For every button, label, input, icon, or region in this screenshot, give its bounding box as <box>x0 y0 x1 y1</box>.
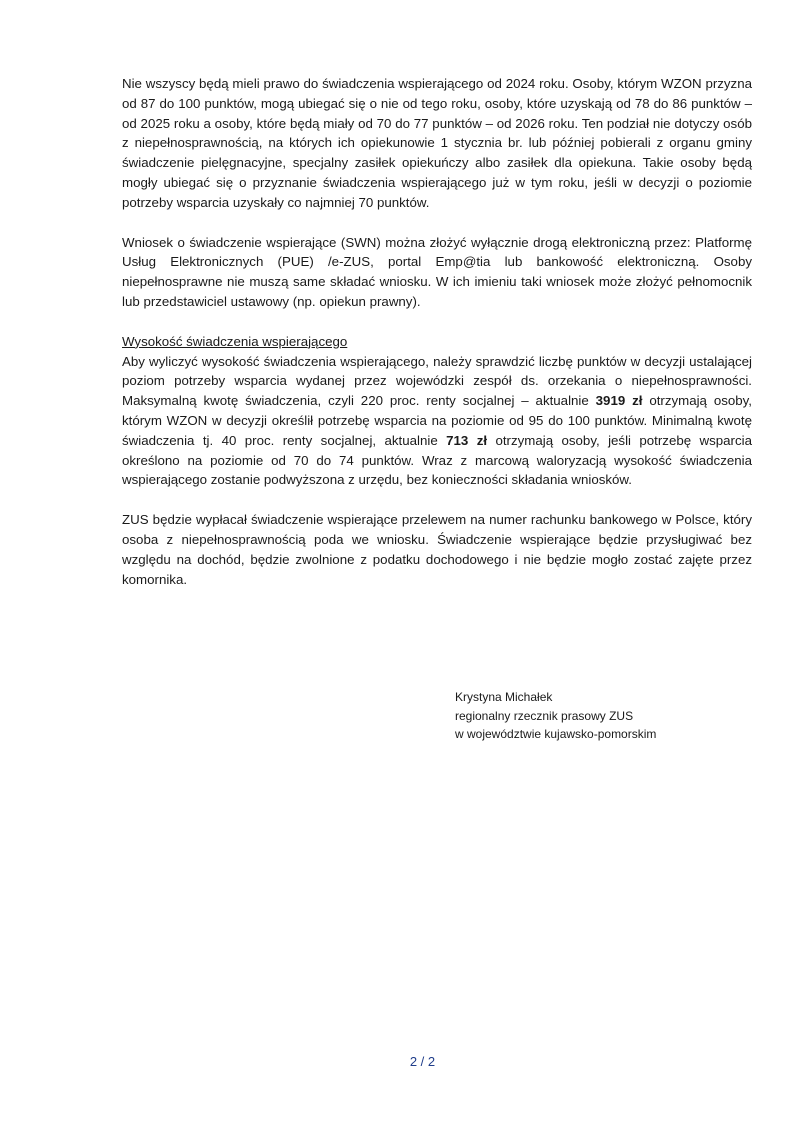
amount-text-a: Aby wyliczyć wysokość świadczenia wspierającego, należy sprawdzić liczbę punktów w decyzji ustalającej poziom potrzeby wsparcia wydanej przez wojewódzki zespół ds. orzekania o niepełnosprawności. Maksymalną kwotę świadczenia, czyli 220 proc. renty socjalnej – aktualnie <box>122 353 752 409</box>
signature-name: Krystyna Michałek <box>455 690 553 704</box>
section-heading: Wysokość świadczenia wspierającego <box>122 333 348 349</box>
signature-block <box>455 688 656 744</box>
signature-role: regionalny rzecznik prasowy ZUS <box>455 708 634 723</box>
paragraph-application: Wniosek o świadczenie wspierające (SWN) można złożyć wyłącznie drogą elektroniczną przez: Platformę Usług Elektronicznych (PUE) /e-ZUS, portal Emp@tia lub bankowość elektroniczną. Osoby niepełnosprawne nie muszą same składać wniosku. W ich imieniu taki wniosek może złożyć pełnomocnik lub przedstawiciel ustawowy (np. opiekun prawny). <box>122 234 752 309</box>
amount-text-c: otrzymają osoby, jeśli potrzebę wsparcia określono na poziomie od 70 do 74 punktów. Wraz z marcową waloryzacją wysokość świadczenia wspierającego zostanie podwyższona z urzędu, bez konieczności składania wniosków. <box>122 432 752 488</box>
min-amount: 713 zł <box>446 432 488 448</box>
paragraph-amount <box>122 352 752 491</box>
signature-region: w województwie kujawsko-pomorskim <box>455 727 657 741</box>
page-number: 2 / 2 <box>409 1054 436 1069</box>
max-amount: 3919 zł <box>595 393 643 409</box>
document-body <box>122 74 752 609</box>
paragraph-eligibility: Nie wszyscy będą mieli prawo do świadczenia wspierającego od 2024 roku. Osoby, którym WZON przyzna od 87 do 100 punktów, mogą ubiegać się o nie od tego roku, osoby, które uzyskają od 78 do 86 punktów – od 2025 roku a osoby, które będą miały od 70 do 77 punktów – od 2026 roku. Ten podział nie dotyczy osób z niepełnosprawnością, na których ich opiekunowie 1 stycznia br. lub później pobierali z organu gminy świadczenie pielęgnacyjne, specjalny zasiłek opiekuńczy albo zasiłek dla opiekuna. Takie osoby będą mogły ubiegać się o przyznanie świadczenia wspierającego już w tym roku, jeśli w decyzji o poziomie potrzeby wsparcia uzyskały co najmniej 70 punktów. <box>122 76 752 210</box>
amount-text-b: otrzymają osoby, którym WZON w decyzji określił potrzebę wsparcia na poziomie od 95 do 100 punktów. Minimalną kwotę świadczenia tj. 40 proc. renty socjalnej, aktualnie <box>122 393 753 448</box>
paragraph-payment: ZUS będzie wypłacał świadczenie wspierające przelewem na numer rachunku bankowego w Polsce, który osoba z niepełnosprawnością poda we wniosku. Świadczenie wspierające będzie przysługiwać bez względu na dochód, będzie zwolnione z podatku dochodowego i nie będzie mogło zostać zajęte przez komornika. <box>122 512 752 587</box>
